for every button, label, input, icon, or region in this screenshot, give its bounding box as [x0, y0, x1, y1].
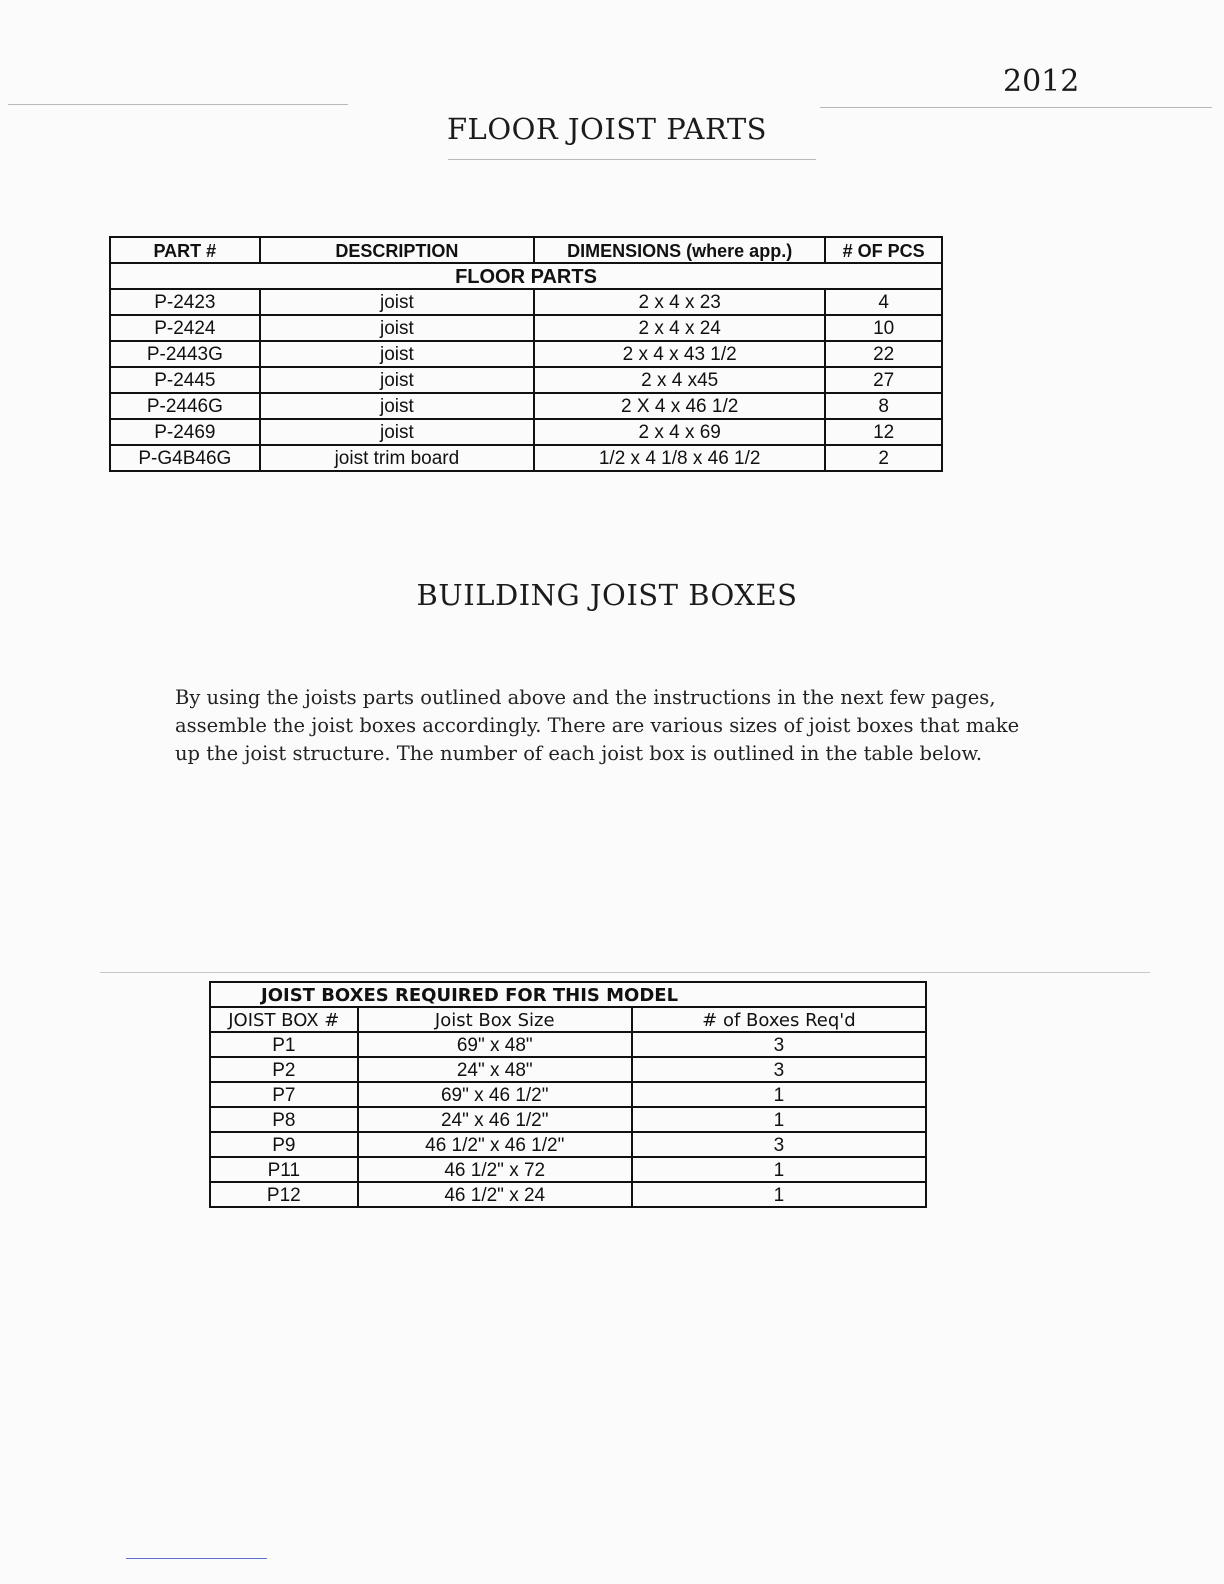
pieces-cell: 4 — [825, 289, 942, 315]
header-dimensions: DIMENSIONS (where app.) — [534, 237, 825, 263]
header-part-number: PART # — [110, 237, 260, 263]
pieces-cell: 12 — [825, 419, 942, 445]
divider-right — [820, 107, 1212, 108]
floor-joist-parts-table — [109, 236, 943, 472]
box-number-cell: P12 — [210, 1182, 358, 1207]
description-cell: joist — [260, 393, 534, 419]
pieces-cell: 2 — [825, 445, 942, 471]
pieces-cell: 27 — [825, 367, 942, 393]
section-title-building-joist-boxes: BUILDING JOIST BOXES — [416, 578, 798, 612]
page-title-floor-joist-parts: FLOOR JOIST PARTS — [446, 112, 768, 146]
pieces-cell: 22 — [825, 341, 942, 367]
title-underline — [448, 159, 816, 160]
table-row — [210, 1032, 926, 1057]
header-joist-box-size: Joist Box Size — [358, 1007, 632, 1032]
divider-left — [8, 104, 348, 105]
box-count-cell: 1 — [632, 1107, 926, 1132]
table-row — [110, 445, 942, 471]
part-number-cell: P-2424 — [110, 315, 260, 341]
part-number-cell: P-2423 — [110, 289, 260, 315]
dimensions-cell: 2 x 4 x 43 1/2 — [534, 341, 825, 367]
header-number-of-pieces: # OF PCS — [825, 237, 942, 263]
description-cell: joist — [260, 315, 534, 341]
table-row — [210, 1057, 926, 1082]
header-boxes-required: # of Boxes Req'd — [632, 1007, 926, 1032]
box-number-cell: P2 — [210, 1057, 358, 1082]
part-number-cell: P-2446G — [110, 393, 260, 419]
box-size-cell: 46 1/2" x 24 — [358, 1182, 632, 1207]
table-row — [110, 393, 942, 419]
box-count-cell: 1 — [632, 1157, 926, 1182]
box-size-cell: 69" x 46 1/2" — [358, 1082, 632, 1107]
dimensions-cell: 2 x 4 x45 — [534, 367, 825, 393]
box-number-cell: P7 — [210, 1082, 358, 1107]
table-row — [110, 419, 942, 445]
table-row — [210, 1107, 926, 1132]
table-row — [110, 341, 942, 367]
joist-boxes-table — [209, 981, 927, 1208]
instructions-paragraph: By using the joists parts outlined above and the instructions in the next few pages, assemble the joist boxes accordingly. There are various sizes of joist boxes that make up the joist structure. The number of each joist box is outlined in the table below. — [175, 686, 1020, 765]
table-row — [210, 1182, 926, 1207]
description-cell: joist trim board — [260, 445, 534, 471]
description-cell: joist — [260, 419, 534, 445]
box-size-cell: 46 1/2" x 46 1/2" — [358, 1132, 632, 1157]
box-size-cell: 24" x 46 1/2" — [358, 1107, 632, 1132]
table-row — [210, 1157, 926, 1182]
year-label: 2012 — [1003, 64, 1080, 99]
dimensions-cell: 2 x 4 x 24 — [534, 315, 825, 341]
box-size-cell: 69" x 48" — [358, 1032, 632, 1057]
box-number-cell: P1 — [210, 1032, 358, 1057]
table-row — [110, 289, 942, 315]
pieces-cell: 8 — [825, 393, 942, 419]
box-number-cell: P8 — [210, 1107, 358, 1132]
dimensions-cell: 2 X 4 x 46 1/2 — [534, 393, 825, 419]
footer-line — [126, 1558, 267, 1559]
box-number-cell: P11 — [210, 1157, 358, 1182]
table-header-row — [110, 237, 942, 263]
section-floor-parts: FLOOR PARTS — [110, 263, 942, 289]
box-count-cell: 3 — [632, 1132, 926, 1157]
header-joist-box-number: JOIST BOX # — [210, 1007, 358, 1032]
pieces-cell: 10 — [825, 315, 942, 341]
part-number-cell: P-2443G — [110, 341, 260, 367]
table-caption: JOIST BOXES REQUIRED FOR THIS MODEL — [210, 982, 926, 1007]
dimensions-cell: 1/2 x 4 1/8 x 46 1/2 — [534, 445, 825, 471]
box-count-cell: 1 — [632, 1182, 926, 1207]
divider-boxes — [100, 972, 1150, 973]
part-number-cell: P-2469 — [110, 419, 260, 445]
dimensions-cell: 2 x 4 x 23 — [534, 289, 825, 315]
caption-row — [210, 982, 926, 1007]
table-row — [210, 1082, 926, 1107]
part-number-cell: P-G4B46G — [110, 445, 260, 471]
box-count-cell: 3 — [632, 1057, 926, 1082]
box-size-cell: 24" x 48" — [358, 1057, 632, 1082]
box-count-cell: 3 — [632, 1032, 926, 1057]
section-row — [110, 263, 942, 289]
table-row — [110, 367, 942, 393]
box-count-cell: 1 — [632, 1082, 926, 1107]
part-number-cell: P-2445 — [110, 367, 260, 393]
header-description: DESCRIPTION — [260, 237, 534, 263]
box-number-cell: P9 — [210, 1132, 358, 1157]
description-cell: joist — [260, 289, 534, 315]
dimensions-cell: 2 x 4 x 69 — [534, 419, 825, 445]
table-header-row — [210, 1007, 926, 1032]
box-size-cell: 46 1/2" x 72 — [358, 1157, 632, 1182]
table-row — [110, 315, 942, 341]
description-cell: joist — [260, 367, 534, 393]
table-row — [210, 1132, 926, 1157]
description-cell: joist — [260, 341, 534, 367]
